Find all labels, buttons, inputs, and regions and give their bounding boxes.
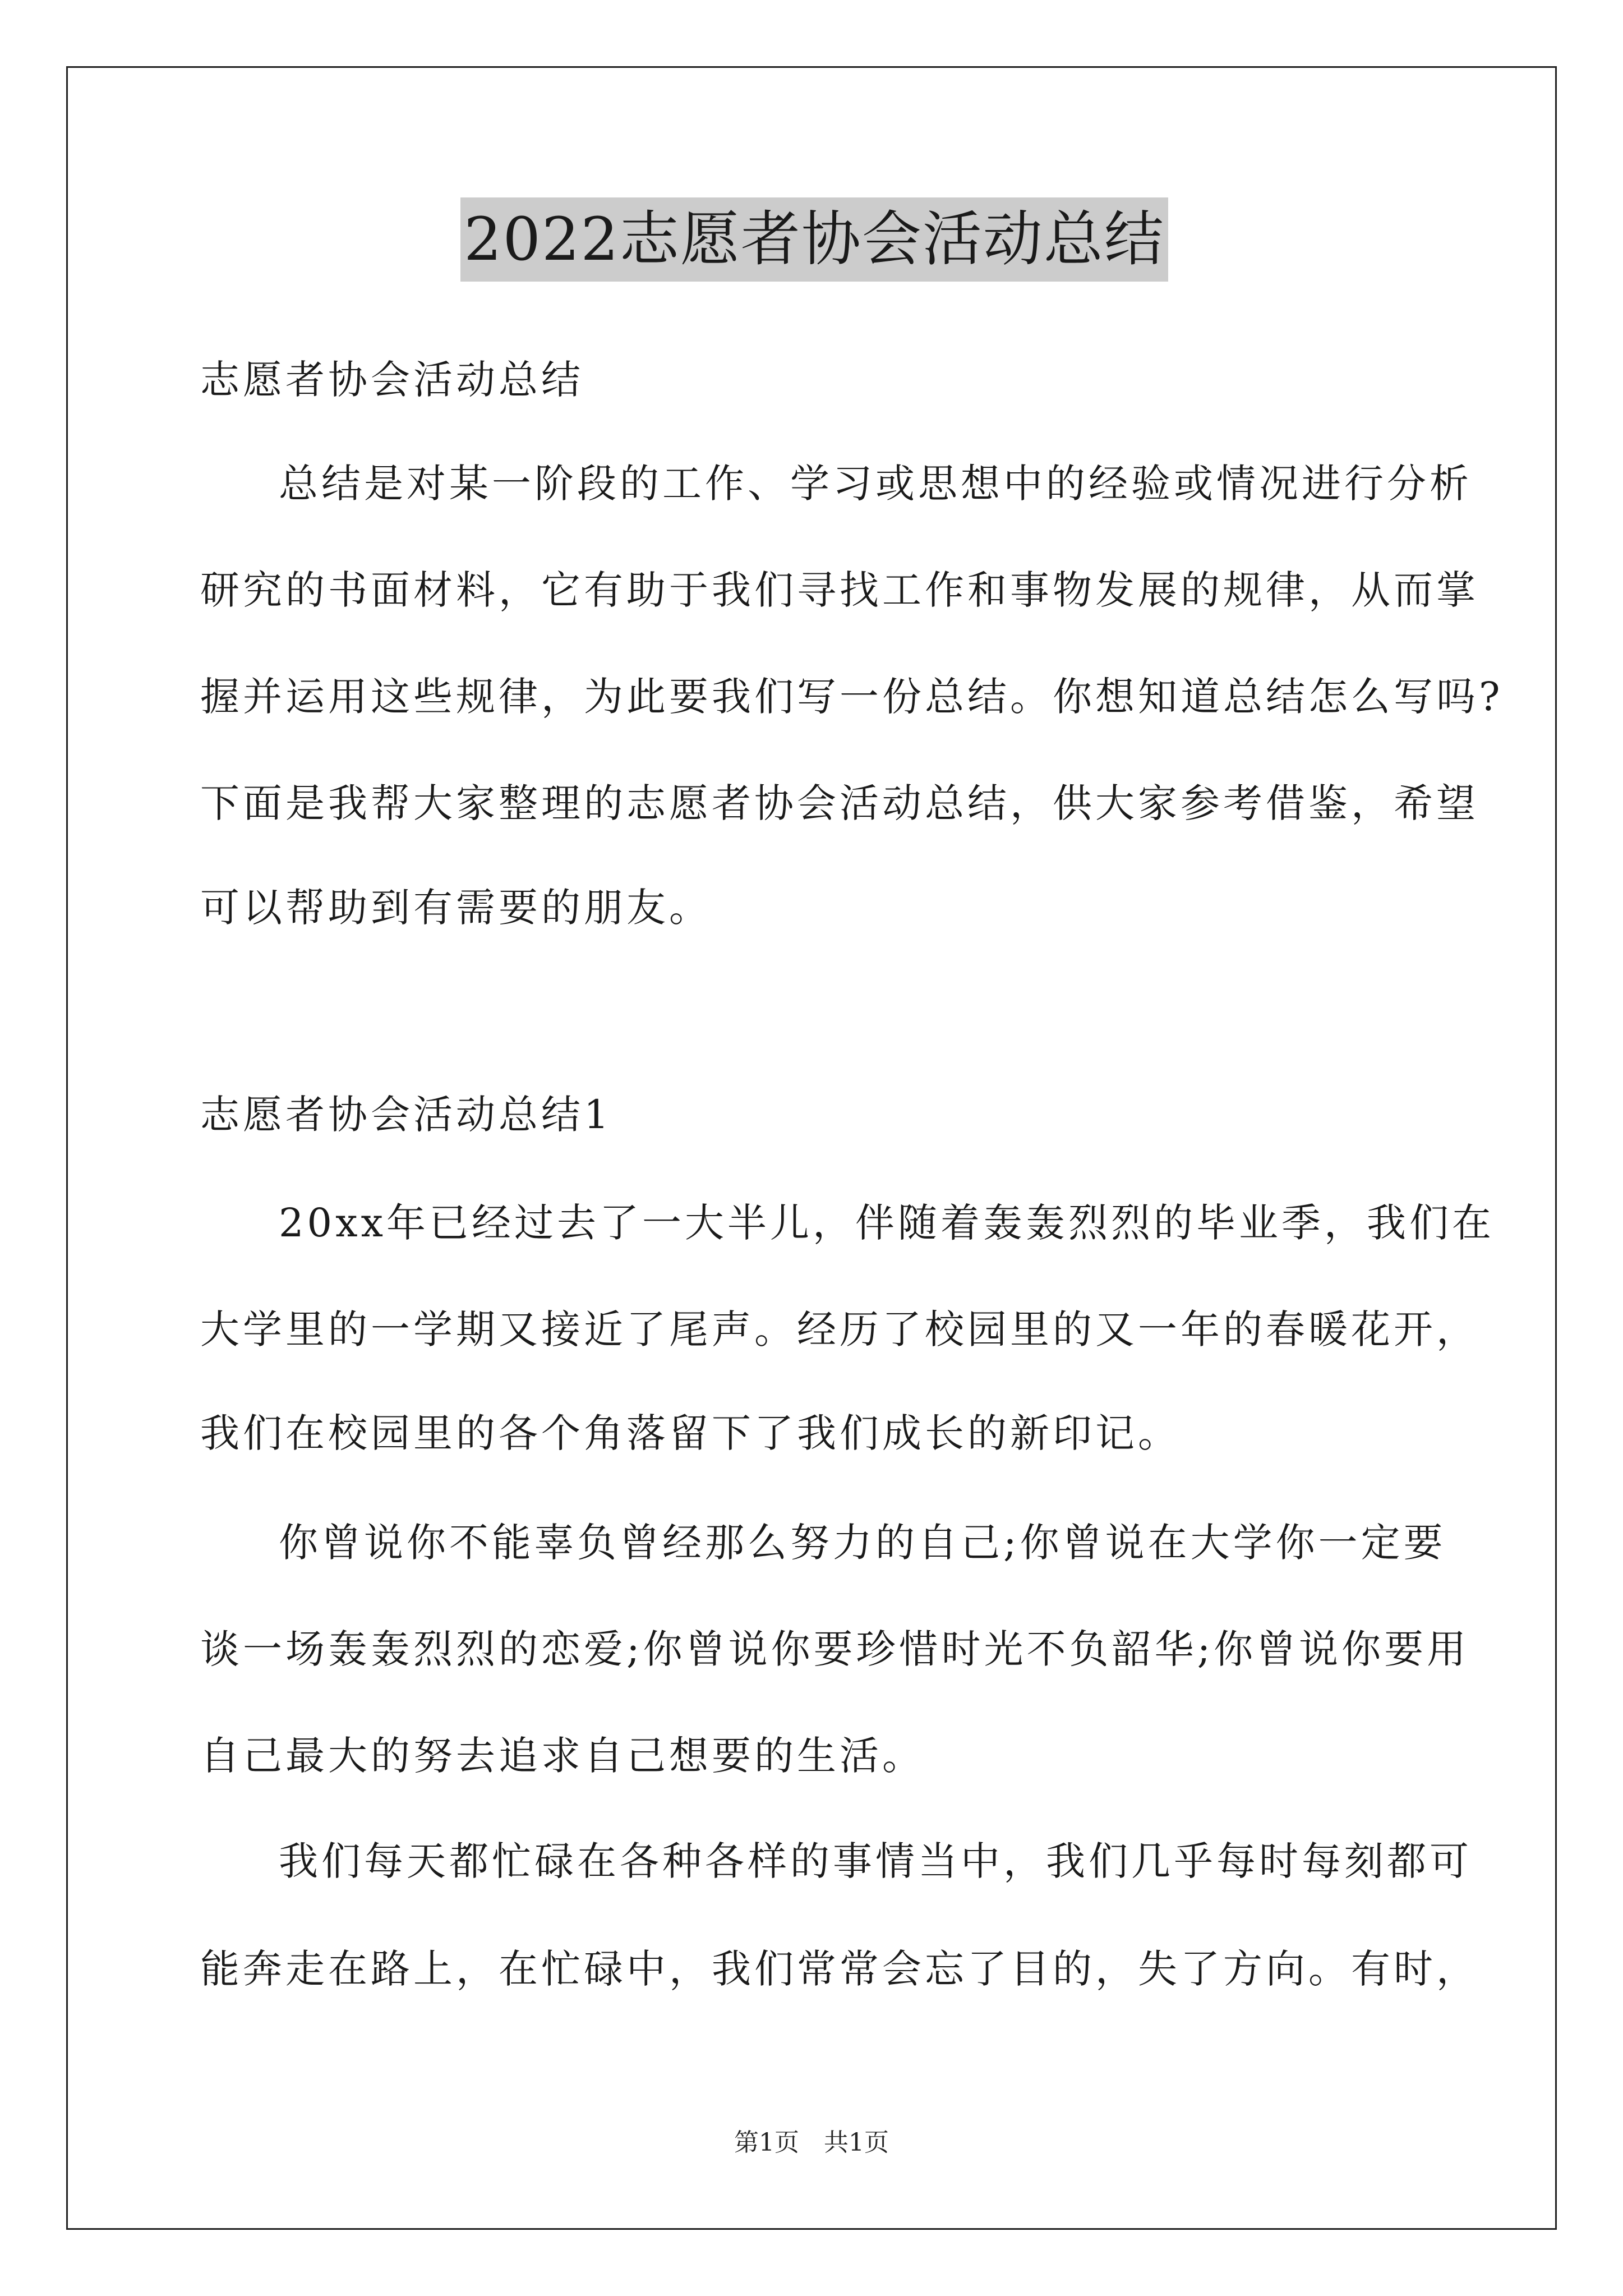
- paragraph-line: 你曾说你不能辜负曾经那么努力的自己;你曾说在大学你一定要: [279, 1520, 1446, 1566]
- paragraph-line: 我们在校园里的各个角落留下了我们成长的新印记。: [200, 1410, 1181, 1456]
- intro-line: 总结是对某一阶段的工作、学习或思想中的经验或情况进行分析: [279, 461, 1472, 507]
- section-heading: 志愿者协会活动总结1: [200, 1092, 612, 1138]
- paragraph-line: 20xx年已经过去了一大半儿，伴随着轰轰烈烈的毕业季，我们在: [279, 1200, 1495, 1246]
- page-number: 第1页: [734, 2128, 799, 2157]
- title-wrapper: [200, 197, 1428, 282]
- paragraph-line: 能奔走在路上，在忙碌中，我们常常会忘了目的，失了方向。有时，: [200, 1946, 1479, 1992]
- page-footer: [0, 2126, 1623, 2160]
- paragraph-line: 谈一场轰轰烈烈的恋爱;你曾说你要珍惜时光不负韶华;你曾说你要用: [200, 1626, 1470, 1672]
- intro-line: 可以帮助到有需要的朋友。: [200, 885, 712, 931]
- intro-line: 握并运用这些规律，为此要我们写一份总结。你想知道总结怎么写吗?: [200, 674, 1504, 720]
- paragraph-line: 自己最大的努去追求自己想要的生活。: [200, 1733, 925, 1779]
- paragraph-line: 我们每天都忙碌在各种各样的事情当中，我们几乎每时每刻都可: [279, 1838, 1472, 1884]
- paragraph-line: 大学里的一学期又接近了尾声。经历了校园里的又一年的春暖花开，: [200, 1306, 1479, 1352]
- document-title: 2022志愿者协会活动总结: [460, 197, 1168, 282]
- intro-line: 下面是我帮大家整理的志愿者协会活动总结，供大家参考借鉴，希望: [200, 780, 1479, 826]
- page-total: 共1页: [824, 2128, 889, 2157]
- intro-line: 研究的书面材料，它有助于我们寻找工作和事物发展的规律，从而掌: [200, 567, 1479, 613]
- intro-heading: 志愿者协会活动总结: [200, 357, 584, 403]
